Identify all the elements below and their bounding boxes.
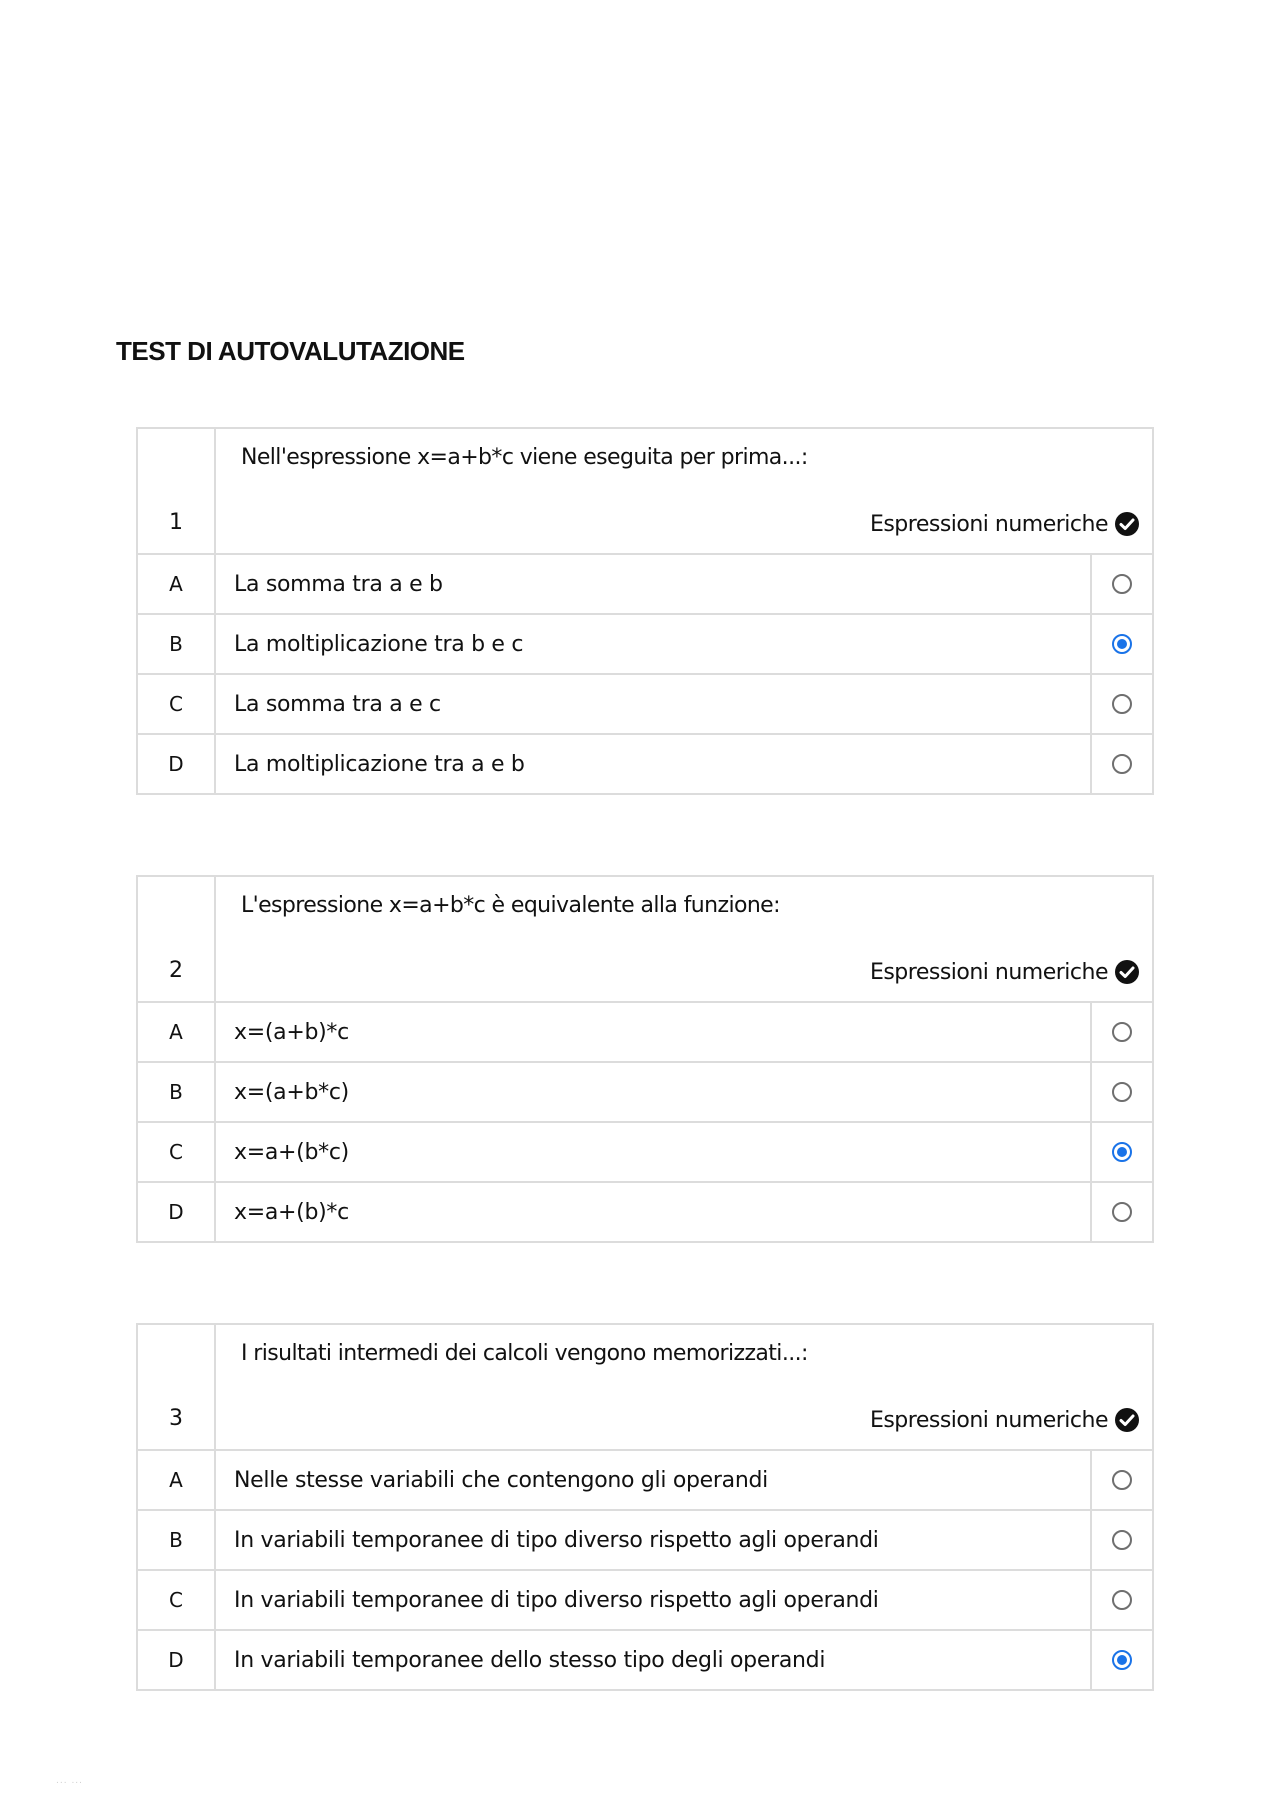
question-card-2	[136, 875, 1154, 1243]
option-text: Nelle stesse variabili che contengono gli operandi	[215, 1450, 1091, 1510]
option-text: La somma tra a e b	[215, 554, 1091, 614]
option-radio[interactable]	[1112, 1470, 1132, 1490]
category-label: Espressioni numeriche	[869, 511, 1108, 537]
option-radio[interactable]	[1112, 1530, 1132, 1550]
option-letter: D	[137, 1182, 215, 1242]
option-text: x=(a+b*c)	[215, 1062, 1091, 1122]
option-text: x=(a+b)*c	[215, 1002, 1091, 1062]
option-letter: C	[137, 1122, 215, 1182]
question-text: I risultati intermedi dei calcoli vengono memorizzati...:	[241, 1341, 808, 1366]
question-number: 3	[137, 1324, 215, 1450]
option-radio[interactable]	[1112, 694, 1132, 714]
option-row-c[interactable]	[137, 674, 1153, 734]
option-radio-selected[interactable]	[1112, 1650, 1132, 1670]
question-text: L'espressione x=a+b*c è equivalente alla funzione:	[241, 893, 780, 918]
option-letter: A	[137, 1450, 215, 1510]
page-title: TEST DI AUTOVALUTAZIONE	[116, 336, 465, 366]
question-number: 2	[137, 876, 215, 1002]
question-category	[870, 959, 1140, 985]
question-header-cell	[215, 876, 1153, 1002]
option-text: La moltiplicazione tra b e c	[215, 614, 1091, 674]
option-radio-selected[interactable]	[1112, 1142, 1132, 1162]
option-letter: D	[137, 734, 215, 794]
question-header	[137, 876, 1153, 1002]
option-row-d[interactable]	[137, 734, 1153, 794]
option-row-a[interactable]	[137, 554, 1153, 614]
category-label: Espressioni numeriche	[869, 959, 1108, 985]
option-letter: A	[137, 1002, 215, 1062]
question-category	[870, 1407, 1140, 1433]
option-radio[interactable]	[1112, 754, 1132, 774]
option-row-b[interactable]	[137, 1062, 1153, 1122]
option-text: La moltiplicazione tra a e b	[215, 734, 1091, 794]
page-footer: ... ...	[56, 1776, 84, 1786]
option-letter: A	[137, 554, 215, 614]
option-row-a[interactable]	[137, 1002, 1153, 1062]
option-row-c[interactable]	[137, 1570, 1153, 1630]
option-radio[interactable]	[1112, 1082, 1132, 1102]
check-circle-icon	[1114, 959, 1140, 985]
question-number: 1	[137, 428, 215, 554]
check-circle-icon	[1114, 511, 1140, 537]
option-letter: C	[137, 1570, 215, 1630]
option-radio[interactable]	[1112, 1202, 1132, 1222]
option-text: x=a+(b)*c	[215, 1182, 1091, 1242]
option-row-a[interactable]	[137, 1450, 1153, 1510]
option-letter: B	[137, 614, 215, 674]
question-header	[137, 428, 1153, 554]
option-row-d[interactable]	[137, 1630, 1153, 1690]
option-letter: B	[137, 1062, 215, 1122]
category-label: Espressioni numeriche	[869, 1407, 1108, 1433]
option-letter: B	[137, 1510, 215, 1570]
option-row-d[interactable]	[137, 1182, 1153, 1242]
question-header	[137, 1324, 1153, 1450]
question-card-1	[136, 427, 1154, 795]
question-header-cell	[215, 1324, 1153, 1450]
option-text: In variabili temporanee di tipo diverso rispetto agli operandi	[215, 1570, 1091, 1630]
option-letter: C	[137, 674, 215, 734]
option-letter: D	[137, 1630, 215, 1690]
option-radio[interactable]	[1112, 1590, 1132, 1610]
option-text: In variabili temporanee dello stesso tipo degli operandi	[215, 1630, 1091, 1690]
option-text: x=a+(b*c)	[215, 1122, 1091, 1182]
option-row-b[interactable]	[137, 1510, 1153, 1570]
option-row-b[interactable]	[137, 614, 1153, 674]
option-text: In variabili temporanee di tipo diverso rispetto agli operandi	[215, 1510, 1091, 1570]
question-card-3	[136, 1323, 1154, 1691]
option-radio[interactable]	[1112, 1022, 1132, 1042]
option-radio[interactable]	[1112, 574, 1132, 594]
option-text: La somma tra a e c	[215, 674, 1091, 734]
check-circle-icon	[1114, 1407, 1140, 1433]
question-text: Nell'espressione x=a+b*c viene eseguita per prima...:	[241, 445, 808, 470]
question-category	[870, 511, 1140, 537]
option-row-c[interactable]	[137, 1122, 1153, 1182]
option-radio-selected[interactable]	[1112, 634, 1132, 654]
question-header-cell	[215, 428, 1153, 554]
